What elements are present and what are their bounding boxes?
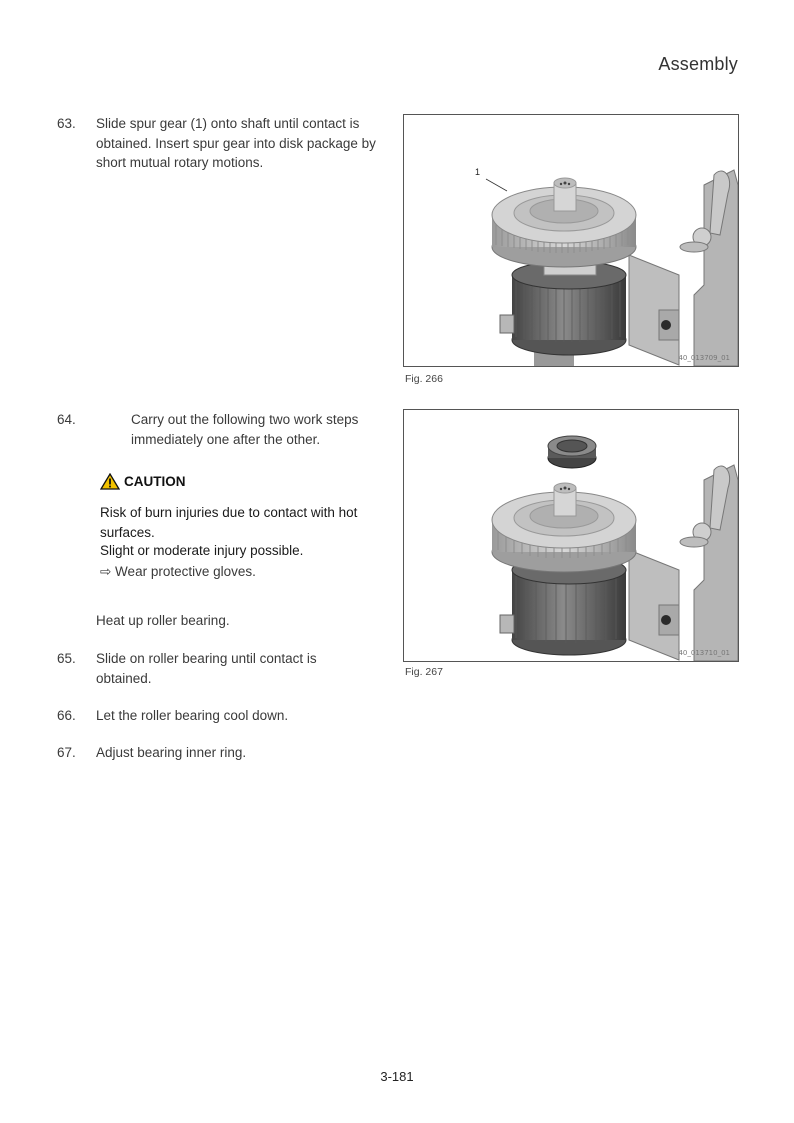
- figure-267-caption: Fig. 267: [405, 666, 443, 678]
- figure-id: 40_013710_01: [678, 649, 730, 657]
- caution-heading: [100, 473, 186, 490]
- step-text: Adjust bearing inner ring.: [96, 745, 247, 760]
- figure-id: 40_013709_01: [678, 354, 730, 362]
- caution-action: ⇨ Wear protective gloves.: [100, 564, 256, 579]
- section-header: Assembly: [658, 54, 738, 74]
- step-text: Slide on roller bearing until contact is obtained.: [96, 651, 317, 686]
- step-heat-up: Heat up roller bearing.: [96, 613, 230, 628]
- figure-267: [403, 409, 739, 662]
- step-63: [57, 114, 387, 174]
- page-number: 3-181: [380, 1069, 414, 1084]
- caution-consequence: Slight or moderate injury possible.: [100, 543, 304, 558]
- spur-gear-assembly-illustration: [404, 115, 738, 366]
- caution-label: CAUTION: [124, 474, 186, 489]
- caution-hazard: Risk of burn injuries due to contact with hot surfaces.: [100, 505, 358, 540]
- callout-1: 1: [475, 167, 481, 177]
- step-64: [57, 410, 387, 452]
- step-number: 67.: [57, 745, 76, 760]
- step-65: [57, 649, 387, 691]
- figure-266-caption: Fig. 266: [405, 373, 443, 385]
- step-text: Let the roller bearing cool down.: [96, 708, 289, 723]
- warning-triangle-icon: [100, 473, 120, 490]
- step-number: 65.: [57, 651, 76, 666]
- step-number: 63.: [57, 116, 76, 131]
- step-67: [57, 743, 387, 765]
- step-text: Slide spur gear (1) onto shaft until contact is obtained. Insert spur gear into disk package by short mutual rotary motions.: [96, 116, 376, 170]
- step-text: Carry out the following two work steps immediately one after the other.: [131, 412, 359, 447]
- step-66: [57, 706, 387, 728]
- figure-266: [403, 114, 739, 367]
- step-number: 66.: [57, 708, 76, 723]
- step-number: 64.: [57, 412, 76, 427]
- roller-bearing-assembly-illustration: [404, 410, 738, 661]
